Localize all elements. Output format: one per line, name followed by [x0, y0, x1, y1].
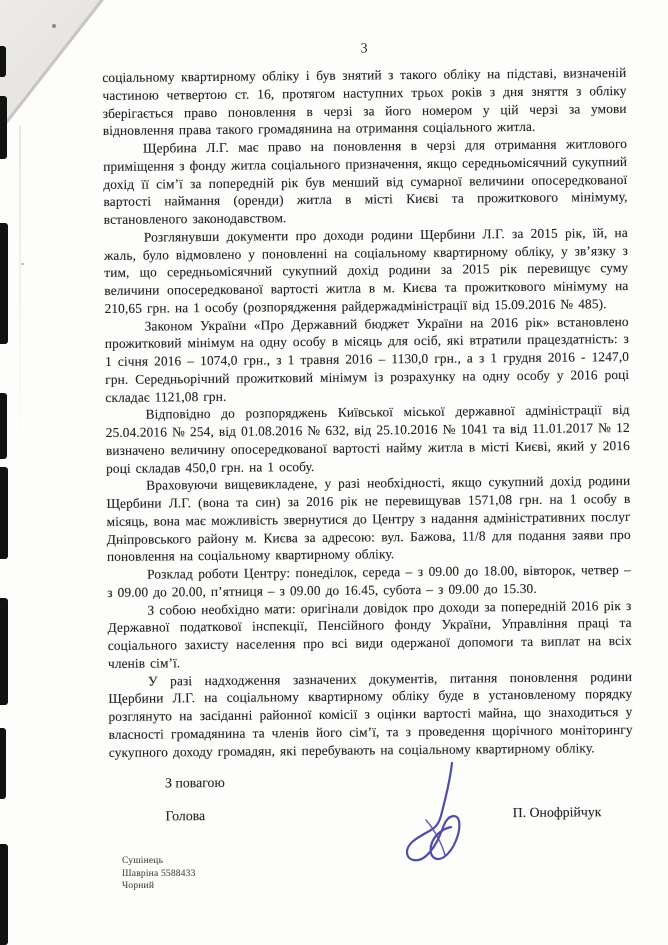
scan-edge-mark: [0, 728, 6, 799]
paragraph: Враховуючи вищевикладене, у разі необхідності, якщо сукупний дохід родини Щербини Л.Г. (вона та син) за 2016 рік не перевищував 1571,08 грн. на 1 особу в місяць, вона має можливість звернутися до Центру з надання адміністративних послуг Дніпровського району м. Києва за адресою: вул. Бажова, 11/8 для подання заяви про поновлення на соціальному квартирному обліку.: [106, 473, 631, 565]
page-crease-line: [19, 126, 21, 456]
executor-line: Чорний: [122, 881, 155, 891]
scan-edge-mark: [0, 223, 8, 344]
paragraph: З собою необхідно мати: оригінали довідок про доходи за попередній 2016 рік з Державної податкової інспекції, Пенсійного фонду України, Управління праці та соціального захисту населення про всі види одержаної допомоги та виплат на всіх членів сім’ї.: [107, 597, 632, 671]
executor-stamp: [122, 855, 196, 893]
paragraph: Розклад роботи Центру: понеділок, середа – з 09.00 до 18.00, вівторок, четвер – з 09.00 до 20.00, п’ятниця – з 09.00 до 16.45, субота – з 09.00 до 15.30.: [107, 561, 632, 600]
closing-salutation: З повагою: [165, 775, 225, 791]
paragraph: Законом України «Про Державний бюджет України на 2016 рік» встановлено прожитковий мінімум на одну особу в місяць для осіб, які втратили працездатність: з 1 січня 2016 – 1074,0 грн., з 1 травня 2016 – 1130,0 грн., а з 1 грудня 2016 - 1247,0 грн. Середньорічний прожитковий мінімум із розрахунку на одну особу у 2016 році складає 1121,08 грн.: [104, 313, 630, 405]
signature-stroke: [407, 763, 459, 860]
scan-edge-mark: [0, 393, 7, 459]
scan-edge-mark: [0, 46, 6, 77]
page-number: 3: [360, 41, 368, 57]
letter-body: [102, 39, 633, 825]
scan-edge-mark: [0, 598, 8, 705]
executor-line: Сушінець: [122, 856, 164, 866]
signer-name: П. Онофрійчук: [512, 804, 602, 821]
signer-title: Голова: [165, 808, 206, 824]
scan-edge-mark: [0, 96, 7, 159]
scan-edge-mark: [0, 467, 8, 559]
signature-icon: [396, 758, 480, 870]
paragraph: У разі надходження зазначених документів, питання поновлення родини Щербини Л.Г. на соціальному квартирному обліку буде в установленому порядку розглянуто на засіданні районної комісії з оцінки вартості майна, що знаходиться у власності громадянина та членів його сім’ї, та з проведення щорічного моніторингу сукупного доходу громадян, які перебувають на соціальному квартирному обліку.: [108, 668, 633, 760]
paragraph: Відповідно до розпоряджень Київської міської державної адміністрації від 25.04.2016 № 254, від 01.08.2016 № 632, від 25.10.2016 № 1041 та від 11.01.2017 № 12 визначено величину опосередкованої вартості найму житла в місті Києві, який у 2016 році складав 450,0 грн. на 1 особу.: [105, 402, 630, 476]
scan-speck: [21, 263, 24, 265]
paragraph: соціальному квартирному обліку і був знятий з такого обліку на підставі, визначеній частиною четвертою ст. 16, протягом наступних трьох років з дня зняття з обліку зберігається право поновлення в черзі за його номером у цій черзі за умови відновлення права такого громадянина на отримання соціального житла.: [102, 64, 627, 139]
paragraph: Розглянувши документи про доходи родини Щербини Л.Г. за 2015 рік, їй, на жаль, було відмовлено у поновленні на соціальному квартирному обліку, у зв’язку з тим, що середньомісячний сукупний дохід родини за 2015 рік перевищує суму величини опосередкованої вартості житла в м. Києва та прожиткового мінімуму на 210,65 грн. на 1 особу (розпорядження райдержадміністрації від 15.09.2016 № 485).: [103, 224, 629, 316]
scan-edge-mark: [0, 844, 8, 945]
executor-line: Шавріна 5588433: [122, 868, 196, 879]
scan-speck: [52, 24, 56, 28]
signature-row: [109, 804, 633, 825]
paragraph: Щербина Л.Г. має право на поновлення в черзі для отримання житлового приміщення з фонду житла соціального призначення, якщо середньомісячний сукупний дохід її сім’ї за попередній рік був менший від сумарної величини опосередкованої вартості наймання (оренди) житла в місті Києві та прожиткового мінімуму, встановленого законодавством.: [103, 135, 628, 227]
